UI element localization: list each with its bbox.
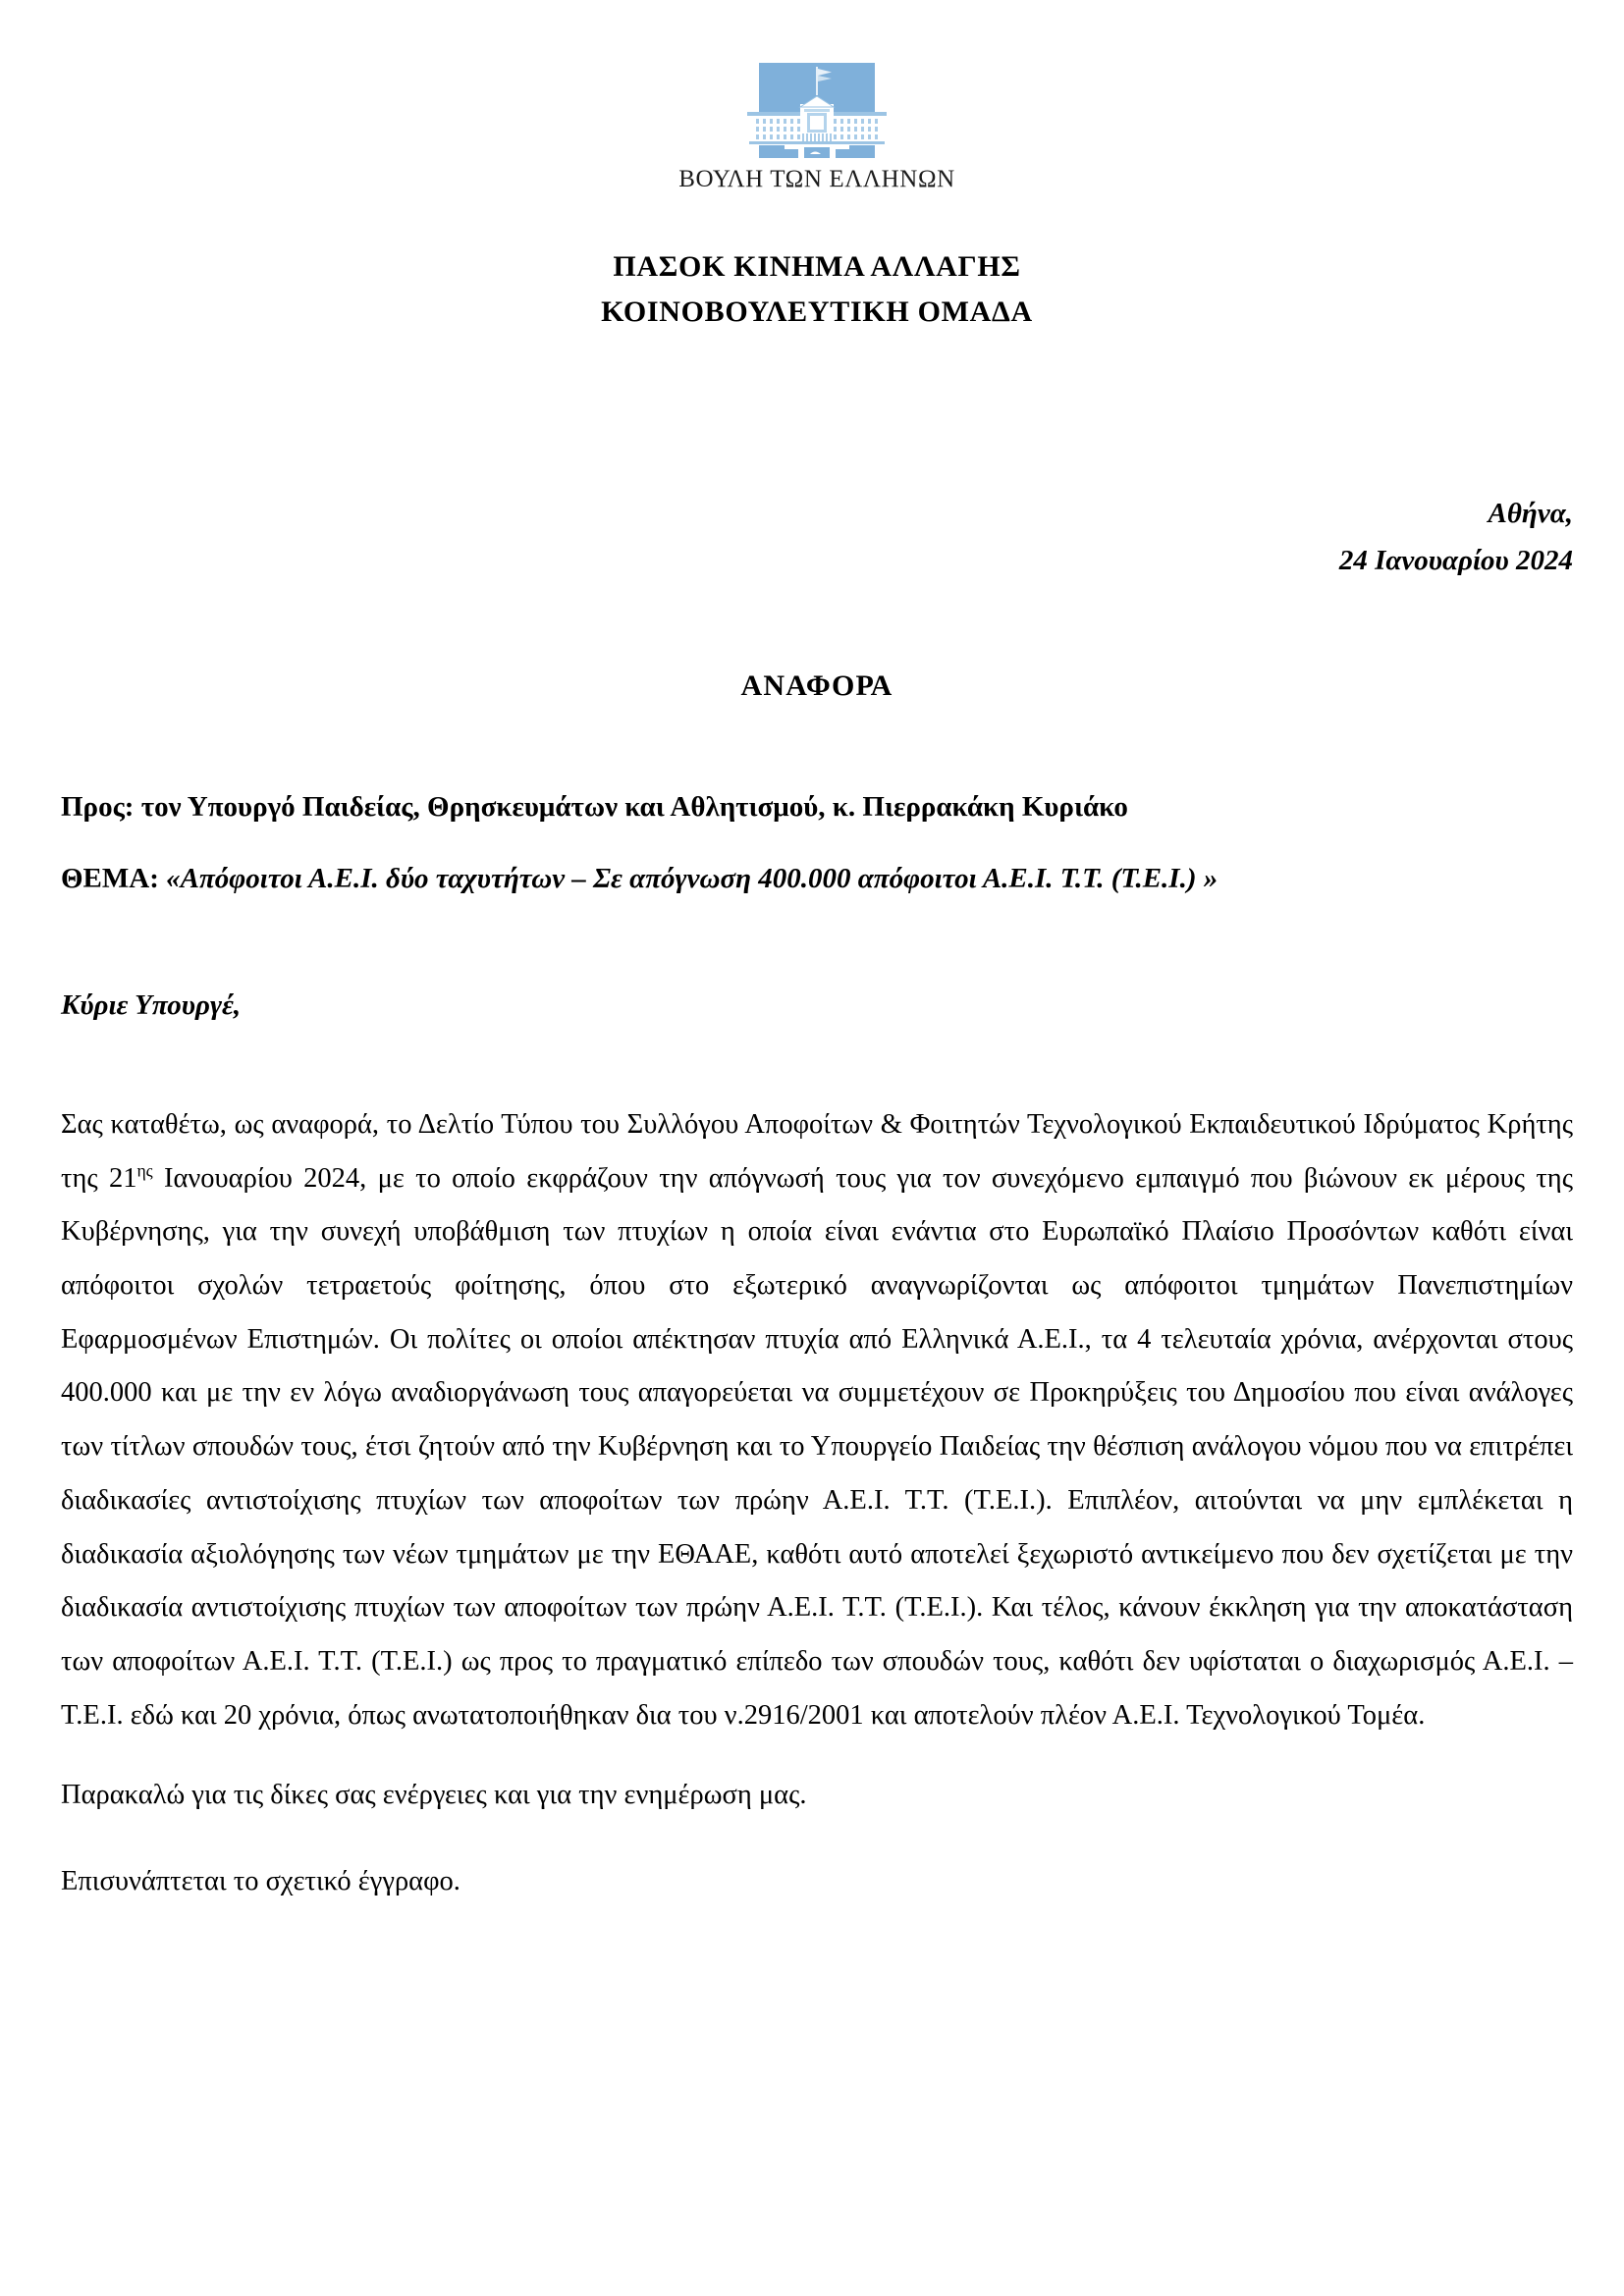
- recipient-line: Προς: τον Υπουργό Παιδείας, Θρησκευμάτων και Αθλητισμού, κ. Πιερρακάκη Κυριάκο: [61, 790, 1128, 823]
- subject-label: ΘΕΜΑ:: [61, 862, 167, 894]
- date-text: 24 Ιανουαρίου 2024: [1338, 545, 1573, 577]
- body-block: [61, 1098, 1573, 1909]
- salutation: Κύριε Υπουργέ,: [61, 988, 242, 1021]
- emblem-caption: ΒΟΥΛΗ ΤΩΝ ΕΛΛΗΝΩΝ: [678, 166, 955, 192]
- subject-text: «Απόφοιτοι Α.Ε.Ι. δύο ταχυτήτων – Σε απόγνωση 400.000 απόφοιτοι Α.Ε.Ι. Τ.Τ. (Τ.Ε.Ι.) »: [166, 862, 1218, 894]
- body-paragraph-3: Επισυνάπτεται το σχετικό έγγραφο.: [61, 1866, 460, 1897]
- place-text: Αθήνα,: [1488, 498, 1573, 530]
- address-block: [61, 790, 1573, 894]
- subject-line: [61, 862, 1573, 894]
- letterhead: [61, 0, 1573, 193]
- body-paragraph-1-part1: Σας καταθέτω, ως αναφορά, το Δελτίο Τύπου του Συλλόγου Αποφοίτων & Φοιτητών Τεχνολογικού Εκπαιδευτικού Ιδρύματος Κρήτης της 21: [61, 1108, 1573, 1194]
- emblem-wrap: [678, 61, 955, 193]
- document-title: ΑΝΑΦΟΡΑ: [740, 668, 893, 702]
- party-name-line: ΠΑΣΟΚ ΚΙΝΗΜΑ ΑΛΛΑΓΗΣ: [613, 250, 1021, 283]
- hellenic-parliament-building-emblem: [737, 61, 896, 159]
- body-paragraph-1: [61, 1098, 1573, 1743]
- ordinal-superscript: ης: [136, 1160, 153, 1181]
- party-group-line: ΚΟΙΝΟΒΟΥΛΕΥΤΙΚΗ ΟΜΑΔΑ: [601, 294, 1033, 328]
- body-paragraph-1-part2: Ιανουαρίου 2024, με το οποίο εκφράζουν την απόγνωσή τους για τον συνεχόμενο εμπαιγμό που βιώνουν εκ μέρους της Κυβέρνησης, για την συνεχή υποβάθμιση των πτυχίων η οποία είναι ενάντια στο Ευρωπαϊκό Πλαίσιο Προσόντων καθότι είναι απόφοιτοι σχολών τετραετούς φοίτησης, όπου στο εξωτερικό αναγνωρίζονται ως απόφοιτοι τμημάτων Πανεπιστημίων Εφαρμοσμένων Επιστημών. Οι πολίτες οι οποίοι απέκτησαν πτυχία από Ελληνικά Α.Ε.Ι., τα 4 τελευταία χρόνια, ανέρχονται στους 400.000 και με την εν λόγω αναδιοργάνωση τους απαγορεύεται να συμμετέχουν σε Προκηρύξεις του Δημοσίου που είναι ανάλογες των τίτλων σπουδών τους, έτσι ζητούν από την Κυβέρνηση και το Υπουργείο Παιδείας την θέσπιση ανάλογου νόμου που να επιτρέπει διαδικασίες αντιστοίχισης πτυχίων των αποφοίτων των πρώην Α.Ε.Ι. Τ.Τ. (Τ.Ε.Ι.). Επιπλέον, αιτούνται να μην εμπλέκεται η διαδικασία αξιολόγησης των νέων τμημάτων με την ΕΘΑΑΕ, καθότι αυτό αποτελεί ξεχωριστό αντικείμενο που δεν σχετίζεται με την διαδικασία αντιστοίχισης πτυχίων των αποφοίτων των πρώην Α.Ε.Ι. Τ.Τ. (Τ.Ε.Ι.). Και τέλος, κάνουν έκκληση για την αποκατάσταση των αποφοίτων Α.Ε.Ι. Τ.Τ. (Τ.Ε.Ι.) ως προς το πραγματικό επίπεδο των σπουδών τους, καθότι δεν υφίσταται ο διαχωρισμός Α.Ε.Ι. – Τ.Ε.Ι. εδώ και 20 χρόνια, όπως ανωτατοποιήθηκαν δια του ν.2916/2001 και αποτελούν πλέον Α.Ε.Ι. Τεχνολογικού Τομέα.: [61, 1162, 1573, 1731]
- document-content: [61, 0, 1573, 1943]
- party-block: [61, 244, 1573, 334]
- place-date-block: [61, 491, 1573, 585]
- body-paragraph-2: Παρακαλώ για τις δίκες σας ενέργειες και για την ενημέρωση μας.: [61, 1779, 807, 1810]
